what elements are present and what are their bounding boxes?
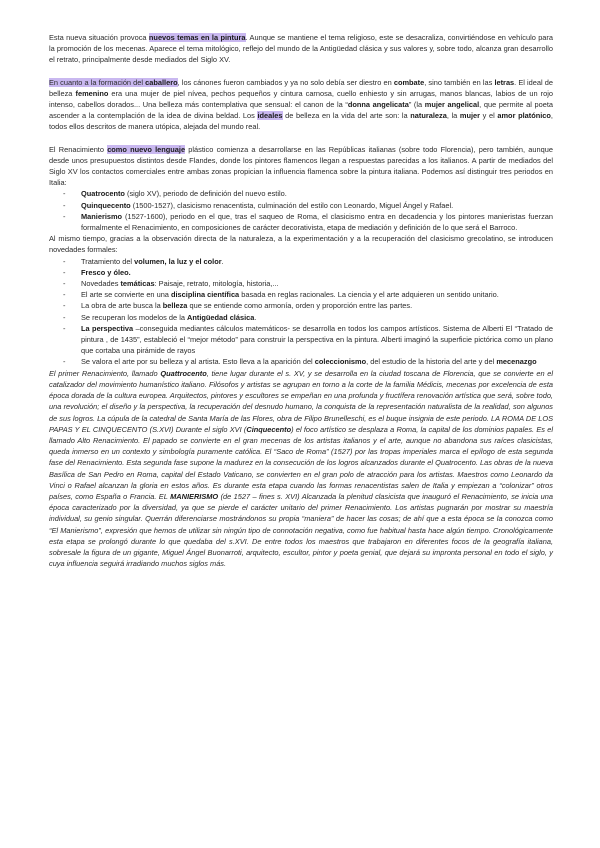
paragraph-renaissance-language xyxy=(49,144,553,189)
highlight-new-themes: nuevos temas en la pintura xyxy=(148,33,246,42)
text-run: plástico comienza a desarrollarse en las Repúblicas italianas (sobre todo Florencia), pero también, aunque desde unos presupuestos distintos desde Flandes, donde los pintores flamencos llegan a respuestas parecidas a los italianos. A partir de mediados del Siglo XV los contactos comerciales entre ambas zonas propician la influencia flamenca sobre la pintura italiana. Podemos así distinguir tres periodos en Italia: xyxy=(49,144,553,188)
text-run: (1527-1600), periodo en el que, tras el saqueo de Roma, el clasicismo entra en decadencia y los pintores manieristas fuerzan formalmente el Renacimiento, en composiciones de carácter decorativista, etapa de mediación y definición de lo que será el Barroco. xyxy=(81,211,553,233)
text-run: de belleza en la vida del arte son: la xyxy=(282,111,411,121)
paragraph-new-themes xyxy=(49,32,553,66)
text-run: Se valora el arte por su belleza y al artista. Esto lleva a la aparición del xyxy=(81,357,315,367)
text-run: , del estudio de la historia del arte y del xyxy=(366,357,497,367)
text-run: basada en reglas racionales. La ciencia y el arte adquieren un sentido unitario. xyxy=(239,290,499,300)
text-run: (de 1527 – fines s. XVI) Alcanzada la plenitud clasicista que inauguró el Renacimiento, se inicia una época caracterizado por la diversidad, ya que se pierde el carácter unitario del primer Renacimiento. Los artistas pugnarán por mostrar su maestría individual, su genio singular. Querrán diferenciarse mostrándonos su propia “maniera” de hacer las cosas; de ahí que a esta época se la conozca como “El Manierismo”, expresión que hemos de utilizar sin ningún tipo de connotación negativa, como fue habitual hasta hace algún tiempo. Cronológicamente esta etapa se prolongó durante lo que quedaba del s.XVI. De entre todos los maestros que trabajaron en diferentes focos de la geografía italiana, sobresale la figura de un gigante, Miguel Ángel Buonarroti, arquitecto, escultor, pintor y poeta genial, que dejará su impronta personal en todo el siglo, y cuya influencia seguirá irradiando muchos siglos más. xyxy=(49,491,553,569)
list-item xyxy=(49,356,553,367)
bold-term: La perspectiva xyxy=(81,323,134,333)
highlight-ideales: ideales xyxy=(257,111,283,121)
text-run: El primer Renacimiento, llamado xyxy=(49,368,161,378)
highlight-caballero: caballero xyxy=(145,77,178,87)
text-run: –conseguida mediantes cálculos matemáticos- se desarrolla en todos los campos artísticos. Sistema de Alberti El “Tratado de pintura , de 1435”, estableció el “mejor método” para construir la perspectiva en la pintura. Alberti imaginó la superficie pictórica como un plano que cortaba una pirámide de rayos xyxy=(81,323,553,356)
text-run: ) el foco artístico se desplaza a Roma, la capital de los dominios papales. Es el llamado Alto Renacimiento. El papado se convierte en el gran mecenas de los artistas italianos y el arte, aunque no abandona sus raíces clasicistas, queda inmerso en un contexto y simbología puramente católica. El “Saco de Roma” (1527) por las tropas imperiales marca el epílogo de esta segunda fase del Renacimiento. Esta segunda fase supone la madurez en la consecución de los logros alcanzados durante el Quatrocento. Las obras de la nueva Basílica de San Pedro en Roma, capital del Estado Vaticano, se convierten en el gran polo de atracción para los artistas. Maestros como Leonardo da Vinci o Rafael alcanzan la gloria en estos años. Es durante esta etapa cuando las formas renacentistas salen de Italia y empiezan a “colonizar” otros países, como España o Francia. EL xyxy=(49,424,553,501)
list-item xyxy=(49,300,553,311)
novelties-list xyxy=(49,256,553,368)
bold-term: Antigüedad clásica xyxy=(187,312,255,322)
bold-term: mecenazgo xyxy=(496,357,537,367)
text-run: , tiene lugar durante el s. XV, y se desarrolla en la ciudad toscana de Florencia, que se convierte en el catalizador del movimiento humanístico italiano. Filósofos y artistas se agrupan en torno a la corte de la familia Médicis, mecenas por excelencia de esta época dorada de la cultura europea. Arquitectos, pintores y escultores se empeñan en una profunda y fructífera renovación artística que será, sobre todo, una revolución; el diseño y la perspectiva, la recuperación del desnudo humano, la conquista de la representación naturalista de la realidad, son algunos de sus logros. La cúpula de la catedral de Santa María de las Flores, obra de Filipo Brunelleschi, es el buque insignia de este periodo. LA ROMA DE LOS PAPAS Y EL CINQUECENTO (S.XVI) Durante el siglo XVI ( xyxy=(49,368,553,434)
bold-term: femenino xyxy=(75,88,109,98)
bold-term: Quinquecento xyxy=(81,200,131,210)
text-run: y el xyxy=(480,111,498,121)
list-item xyxy=(49,188,553,199)
bold-term: combate xyxy=(393,77,425,87)
text-run: La obra de arte busca la xyxy=(81,301,163,311)
text-run: . xyxy=(254,312,257,322)
text-run: era una mujer de piel nívea, pechos pequeños y cintura carnosa, cuello enhiesto y sin arrugas, manos blancas, labios de un rojo intenso, cabellos dorados... Una belleza más contemplativa que sensual: el canon de la “ xyxy=(49,88,554,110)
paragraph-renaissance-history xyxy=(49,368,553,570)
bold-term: mujer xyxy=(459,111,481,121)
bold-term: Quattrocento xyxy=(160,368,207,378)
bold-term: belleza xyxy=(162,301,188,311)
text-run: , los cánones fueron cambiados y ya no solo debía ser diestro en xyxy=(177,77,394,87)
text-run: (siglo XV), periodo de definición del nuevo estilo. xyxy=(124,189,287,199)
bold-term: naturaleza xyxy=(410,111,447,121)
paragraph-beauty-ideal xyxy=(49,77,553,133)
text-run: Novedades xyxy=(81,279,121,289)
bold-term: MANIERISMO xyxy=(170,491,219,501)
text-run: El Renacimiento xyxy=(49,144,108,154)
paragraph-formal-novelties xyxy=(49,233,553,255)
bold-term: volumen, la luz y el color xyxy=(134,256,222,266)
text-run: Se recuperan los modelos de la xyxy=(81,312,187,322)
bold-term: Manierismo xyxy=(81,211,123,221)
list-item xyxy=(49,256,553,267)
text-run: Al mismo tiempo, gracias a la observación directa de la naturaleza, a la experimentación y a la recuperación del clasicismo grecolatino, se introducen novedades formales: xyxy=(49,234,553,255)
text-run: . xyxy=(221,256,224,266)
periods-list xyxy=(49,188,553,233)
bold-term: Quatrocento xyxy=(81,189,125,199)
text-run: Esta nueva situación provoca xyxy=(49,33,149,42)
highlight-formation: En cuanto a la formación del xyxy=(49,77,146,87)
bold-term: mujer angelical xyxy=(424,100,480,110)
list-item xyxy=(49,289,553,300)
text-run: , sino también en las xyxy=(424,77,495,87)
bold-term: donna angelicata xyxy=(347,100,409,110)
list-item xyxy=(49,211,553,233)
bold-term: temáticas xyxy=(120,279,155,289)
bold-term: disciplina científica xyxy=(170,290,240,300)
text-run: : Paisaje, retrato, mitología, historia,... xyxy=(154,279,279,289)
text-run: El arte se convierte en una xyxy=(81,290,171,300)
list-item xyxy=(49,267,553,278)
highlight-new-language: como nuevo lenguaje xyxy=(107,144,186,154)
list-item xyxy=(49,323,553,357)
bold-term: letras xyxy=(494,77,515,87)
bold-term: amor platónico xyxy=(497,111,551,121)
text-run: Tratamiento del xyxy=(81,256,135,266)
text-run: , la xyxy=(446,111,460,121)
bold-term: Cinquecento xyxy=(246,424,292,434)
text-run: . Aunque se mantiene el tema religioso, este se desacraliza, convirtiéndose en vehículo para la promoción de los mecenas. Aparece el tema mitológico, reflejo del mundo de la Antigüedad clásica y sus valores y, sobre todo, alcanza gran desarrollo el retrato, principalmente desde mediados del Siglo XV. xyxy=(49,33,553,65)
bold-term: coleccionismo xyxy=(314,357,367,367)
text-run: ” (la xyxy=(408,100,425,110)
text-run: , que permite al poeta ascender a la contemplación de la idea de divina beldad. Los xyxy=(49,100,553,121)
bold-term: Fresco y óleo. xyxy=(81,267,131,277)
text-run: . El ideal de belleza xyxy=(49,77,554,98)
text-run: , todos ellos descritos de manera utópica, alejada del mundo real. xyxy=(49,111,553,132)
text-run: que se entiende como armonía, orden y proporción entre las partes. xyxy=(187,301,413,311)
list-item xyxy=(49,312,553,323)
text-run: (1500-1527), clasicismo renacentista, culminación del estilo con Leonardo, Miguel Ángel y Rafael. xyxy=(130,200,454,210)
list-item xyxy=(49,278,553,289)
list-item xyxy=(49,200,553,211)
